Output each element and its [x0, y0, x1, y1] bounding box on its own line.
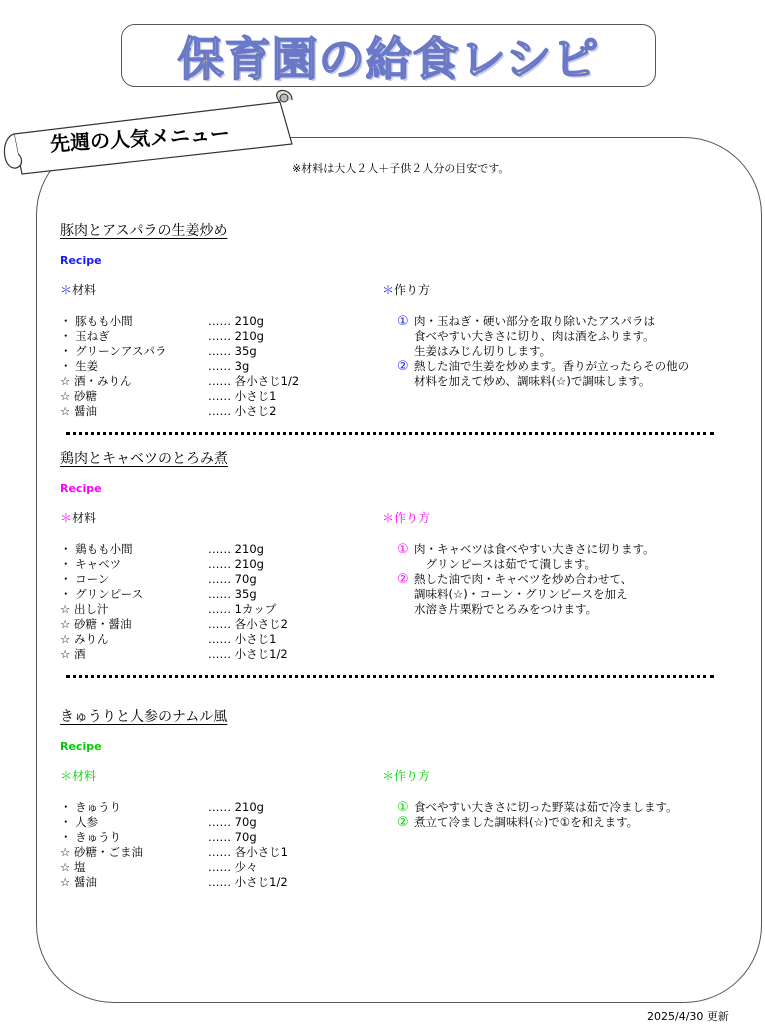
- step-item: ① 肉・キャベツは食べやすい大きさに切ります。 グリンピースは茹でて潰します。: [397, 542, 655, 571]
- step-item: ② 煮立て冷ました調味料(☆)で①を和えます。: [397, 815, 639, 830]
- updated-date: 2025/4/30 更新: [647, 1010, 729, 1023]
- ingredient-row: ☆ みりん ‥‥‥ 小さじ1: [60, 632, 277, 646]
- section-divider: [66, 675, 714, 678]
- recipe-title: 鶏肉とキャベツのとろみ煮: [60, 451, 228, 467]
- step-item: ② 熱した油で生姜を炒めます。香りが立ったらその他の 材料を加えて炒め、調味料(☆)で調味します。: [397, 359, 690, 388]
- materials-heading-text: 材料: [72, 283, 97, 297]
- ingredient-row: ・ 生姜 ‥‥‥ 3g: [60, 359, 250, 373]
- materials-heading: ＊材料: [60, 769, 97, 783]
- materials-heading: ＊材料: [60, 283, 97, 297]
- ingredient-list: [60, 800, 288, 890]
- ingredient-row: ☆ 醤油 ‥‥‥ 小さじ1/2: [60, 875, 288, 889]
- ingredient-row: ☆ 塩 ‥‥‥ 少々: [60, 860, 258, 874]
- ingredient-list: [60, 314, 299, 419]
- banner-ribbon: [0, 86, 300, 186]
- materials-heading: ＊材料: [60, 511, 97, 525]
- serving-note: ※材料は大人２人＋子供２人分の目安です。: [292, 162, 510, 175]
- recipe-label: Recipe: [60, 482, 102, 495]
- ingredient-row: ☆ 酒 ‥‥‥ 小さじ1/2: [60, 647, 288, 661]
- ingredient-row: ☆ 砂糖・ごま油 ‥‥‥ 各小さじ1: [60, 845, 288, 859]
- section-divider: [66, 432, 714, 435]
- ingredient-row: ・ 豚もも小間 ‥‥‥ 210g: [60, 314, 264, 328]
- steps-list: [397, 314, 689, 389]
- page-title: 保育園の給食レシピ: [177, 31, 600, 86]
- ingredient-row: ☆ 醤油 ‥‥‥ 小さじ2: [60, 404, 277, 418]
- steps-heading: ＊作り方: [382, 769, 431, 783]
- ingredient-row: ・ キャベツ ‥‥‥ 210g: [60, 557, 264, 571]
- steps-heading: ＊作り方: [382, 283, 431, 297]
- ingredient-row: ・ コーン ‥‥‥ 70g: [60, 572, 257, 586]
- steps-heading: ＊作り方: [382, 511, 431, 525]
- ingredient-row: ☆ 砂糖 ‥‥‥ 小さじ1: [60, 389, 277, 403]
- recipe-label: Recipe: [60, 740, 102, 753]
- banner-title: 先週の人気メニュー: [49, 121, 231, 156]
- materials-heading-text: 材料: [72, 511, 97, 525]
- recipe-section: [60, 220, 720, 450]
- ingredient-row: ・ きゅうり ‥‥‥ 210g: [60, 800, 264, 814]
- step-item: ① 食べやすい大きさに切った野菜は茹で冷まします。: [397, 800, 678, 815]
- ingredient-row: ☆ 砂糖・醤油 ‥‥‥ 各小さじ2: [60, 617, 288, 631]
- ingredient-row: ・ 人参 ‥‥‥ 70g: [60, 815, 257, 829]
- steps-list: [397, 800, 678, 830]
- steps-heading-text: 作り方: [394, 283, 431, 297]
- recipe-title: 豚肉とアスパラの生姜炒め: [60, 223, 228, 239]
- ingredient-row: ・ グリンピース ‥‥‥ 35g: [60, 587, 257, 601]
- ingredient-row: ・ きゅうり ‥‥‥ 70g: [60, 830, 257, 844]
- recipe-section: [60, 448, 720, 678]
- ingredient-row: ☆ 酒・みりん ‥‥‥ 各小さじ1/2: [60, 374, 300, 388]
- recipe-section: [60, 706, 720, 936]
- ingredient-row: ・ 鶏もも小間 ‥‥‥ 210g: [60, 542, 264, 556]
- recipe-title: きゅうりと人参のナムル風: [60, 709, 228, 725]
- ingredient-row: ・ グリーンアスパラ ‥‥‥ 35g: [60, 344, 257, 358]
- ingredient-list: [60, 542, 288, 662]
- title-box: [121, 24, 656, 87]
- recipe-label: Recipe: [60, 254, 102, 267]
- ingredient-row: ・ 玉ねぎ ‥‥‥ 210g: [60, 329, 264, 343]
- ingredient-row: ☆ 出し汁 ‥‥‥ 1カップ: [60, 602, 277, 616]
- step-item: ① 肉・玉ねぎ・硬い部分を取り除いたアスパラは 食べやすい大きさに切り、肉は酒をふります。 生姜はみじん切りします。: [397, 314, 656, 358]
- step-item: ② 熱した油で肉・キャベツを炒め合わせて、 調味料(☆)・コーン・グリンピースを加え 水溶き片栗粉でとろみをつけます。: [397, 572, 633, 616]
- steps-list: [397, 542, 655, 617]
